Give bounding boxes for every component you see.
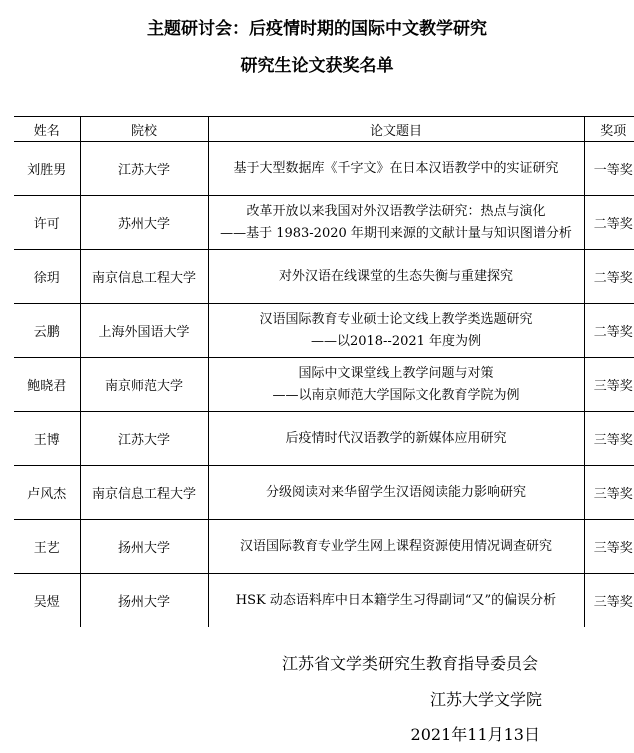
cell-paper-title [208,358,584,412]
paper-title-line: 后疫情时代汉语教学的新媒体应用研究 [285,430,507,446]
paper-title-line: ——以南京师范大学国际文化教育学院为例 [272,387,520,403]
cell-school: 扬州大学 [80,574,208,628]
table-row [14,574,634,628]
cell-school: 南京信息工程大学 [80,250,208,304]
footer-date: 2021年11月13日 [410,725,540,744]
cell-school: 江苏大学 [80,412,208,466]
awards-table [14,116,634,627]
cell-name: 许可 [14,196,80,250]
cell-award: 二等奖 [584,196,634,250]
paper-title-line: 汉语国际教育专业学生网上课程资源使用情况调查研究 [239,538,552,554]
cell-paper-title [208,520,584,574]
cell-school: 南京师范大学 [80,358,208,412]
paper-title-line: ——基于 1983-2020 年期刊来源的文献计量与知识图谱分析 [220,225,572,241]
table-row [14,196,634,250]
cell-name: 刘胜男 [14,142,80,196]
footer-committee: 江苏省文学类研究生教育指导委员会 [281,654,538,673]
cell-award: 三等奖 [584,574,634,628]
cell-school: 南京信息工程大学 [80,466,208,520]
cell-school: 扬州大学 [80,520,208,574]
cell-name: 鲍晓君 [14,358,80,412]
cell-award: 三等奖 [584,358,634,412]
document-title: 主题研讨会：后疫情时期的国际中文教学研究 [147,19,487,39]
table-row [14,412,634,466]
cell-school: 江苏大学 [80,142,208,196]
table-header-row [14,117,634,142]
table-row [14,520,634,574]
paper-title-line: 国际中文课堂线上教学问题与对策 [298,365,494,381]
cell-name: 卢风杰 [14,466,80,520]
paper-title-line: 改革开放以来我国对外汉语教学法研究：热点与演化 [246,203,546,219]
awards-table-body [14,142,634,628]
paper-title-line: 分级阅读对来华留学生汉语阅读能力影响研究 [265,484,526,500]
cell-award: 三等奖 [584,520,634,574]
cell-name: 云鹏 [14,304,80,358]
cell-school: 上海外国语大学 [80,304,208,358]
column-header-paper-title: 论文题目 [208,117,584,142]
table-row [14,250,634,304]
cell-paper-title [208,196,584,250]
table-row [14,466,634,520]
cell-paper-title [208,574,584,628]
cell-paper-title [208,412,584,466]
paper-title-line: 对外汉语在线课堂的生态失衡与重建探究 [278,268,513,284]
table-row [14,358,634,412]
paper-title-line: 基于大型数据库《千字文》在日本汉语教学中的实证研究 [233,160,559,176]
cell-school: 苏州大学 [80,196,208,250]
cell-name: 吴煜 [14,574,80,628]
paper-title-line: 汉语国际教育专业硕士论文线上教学类选题研究 [259,311,533,327]
document-subtitle: 研究生论文获奖名单 [240,56,394,76]
cell-name: 徐玥 [14,250,80,304]
paper-title-line: ——以2018--2021 年度为例 [310,333,482,349]
cell-paper-title [208,250,584,304]
table-row [14,142,634,196]
cell-name: 王博 [14,412,80,466]
footer-institute: 江苏大学文学院 [429,690,542,709]
cell-name: 王艺 [14,520,80,574]
column-header-award: 奖项 [584,117,634,142]
cell-award: 二等奖 [584,250,634,304]
cell-award: 三等奖 [584,412,634,466]
cell-award: 二等奖 [584,304,634,358]
cell-paper-title [208,142,584,196]
cell-award: 三等奖 [584,466,634,520]
column-header-name: 姓名 [14,117,80,142]
cell-award: 一等奖 [584,142,634,196]
cell-paper-title [208,304,584,358]
column-header-school: 院校 [80,117,208,142]
cell-paper-title [208,466,584,520]
table-row [14,304,634,358]
paper-title-line: HSK 动态语料库中日本籍学生习得副词“又”的偏误分析 [235,592,557,608]
